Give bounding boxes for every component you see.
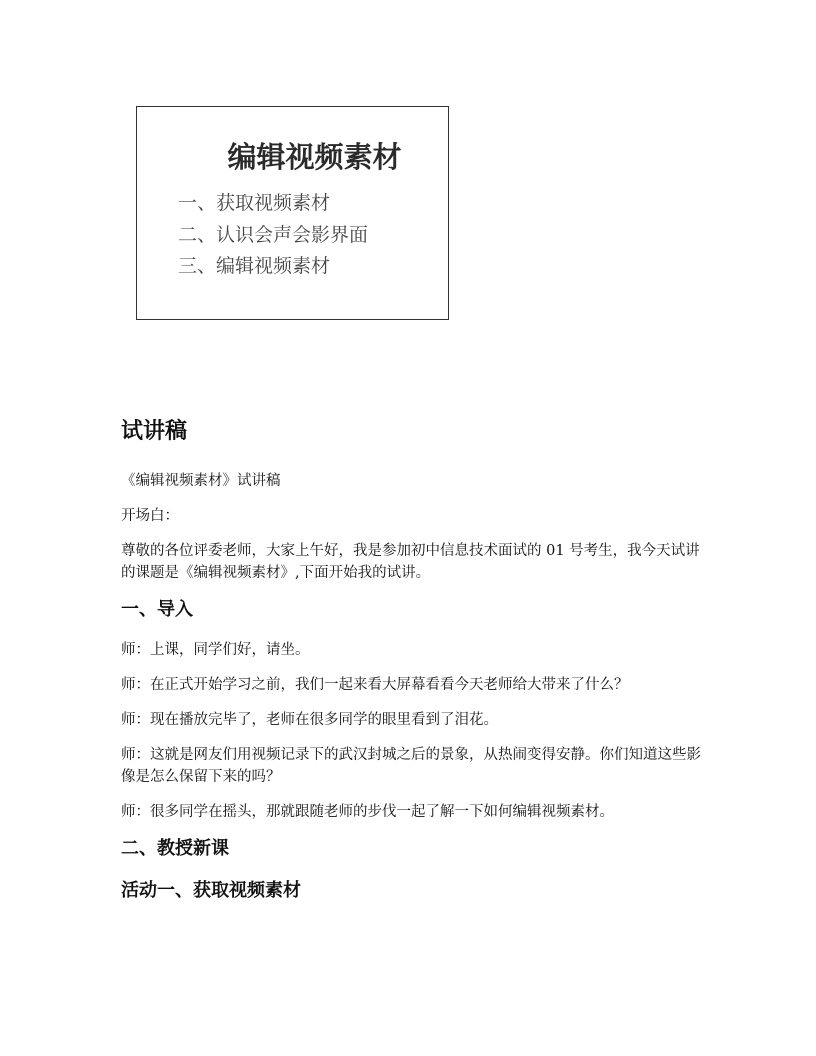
slide-outline-list (178, 188, 368, 283)
document-title: 试讲稿 (121, 419, 188, 444)
document-subtitle: 《编辑视频素材》试讲稿 (121, 473, 281, 489)
section-heading-intro: 一、导入 (121, 599, 193, 620)
opening-label: 开场白： (121, 508, 179, 524)
teacher-line: 师：在正式开始学习之前，我们一起来看大屏幕看看今天老师给大带来了什么？ (121, 677, 629, 693)
slide-outline-item: 二、认识会声会影界面 (178, 223, 369, 246)
teacher-line: 师：现在播放完毕了，老师在很多同学的眼里看到了泪花。 (121, 712, 498, 728)
slide-outline-item: 一、获取视频素材 (178, 192, 331, 214)
teacher-line: 师：这就是网友们用视频记录下的武汉封城之后的景象，从热闹变得安静。你们知道这些影像是怎么保留下来的吗？ (121, 747, 701, 785)
section-heading-new-lesson: 二、教授新课 (121, 838, 229, 859)
teacher-line: 师：很多同学在摇头，那就跟随老师的步伐一起了解一下如何编辑视频素材。 (121, 804, 614, 820)
slide-title: 编辑视频素材 (227, 140, 402, 174)
opening-paragraph: 尊敬的各位评委老师，大家上午好，我是参加初中信息技术面试的 01 号考生，我今天试讲的课题是《编辑视频素材》,下面开始我的试讲。 (121, 543, 700, 581)
teacher-line: 师：上课，同学们好，请坐。 (121, 642, 310, 658)
slide-thumbnail (136, 106, 449, 320)
slide-outline-item: 三、编辑视频素材 (178, 255, 331, 277)
activity-heading: 活动一、获取视频素材 (121, 880, 301, 901)
document-body (121, 414, 701, 920)
